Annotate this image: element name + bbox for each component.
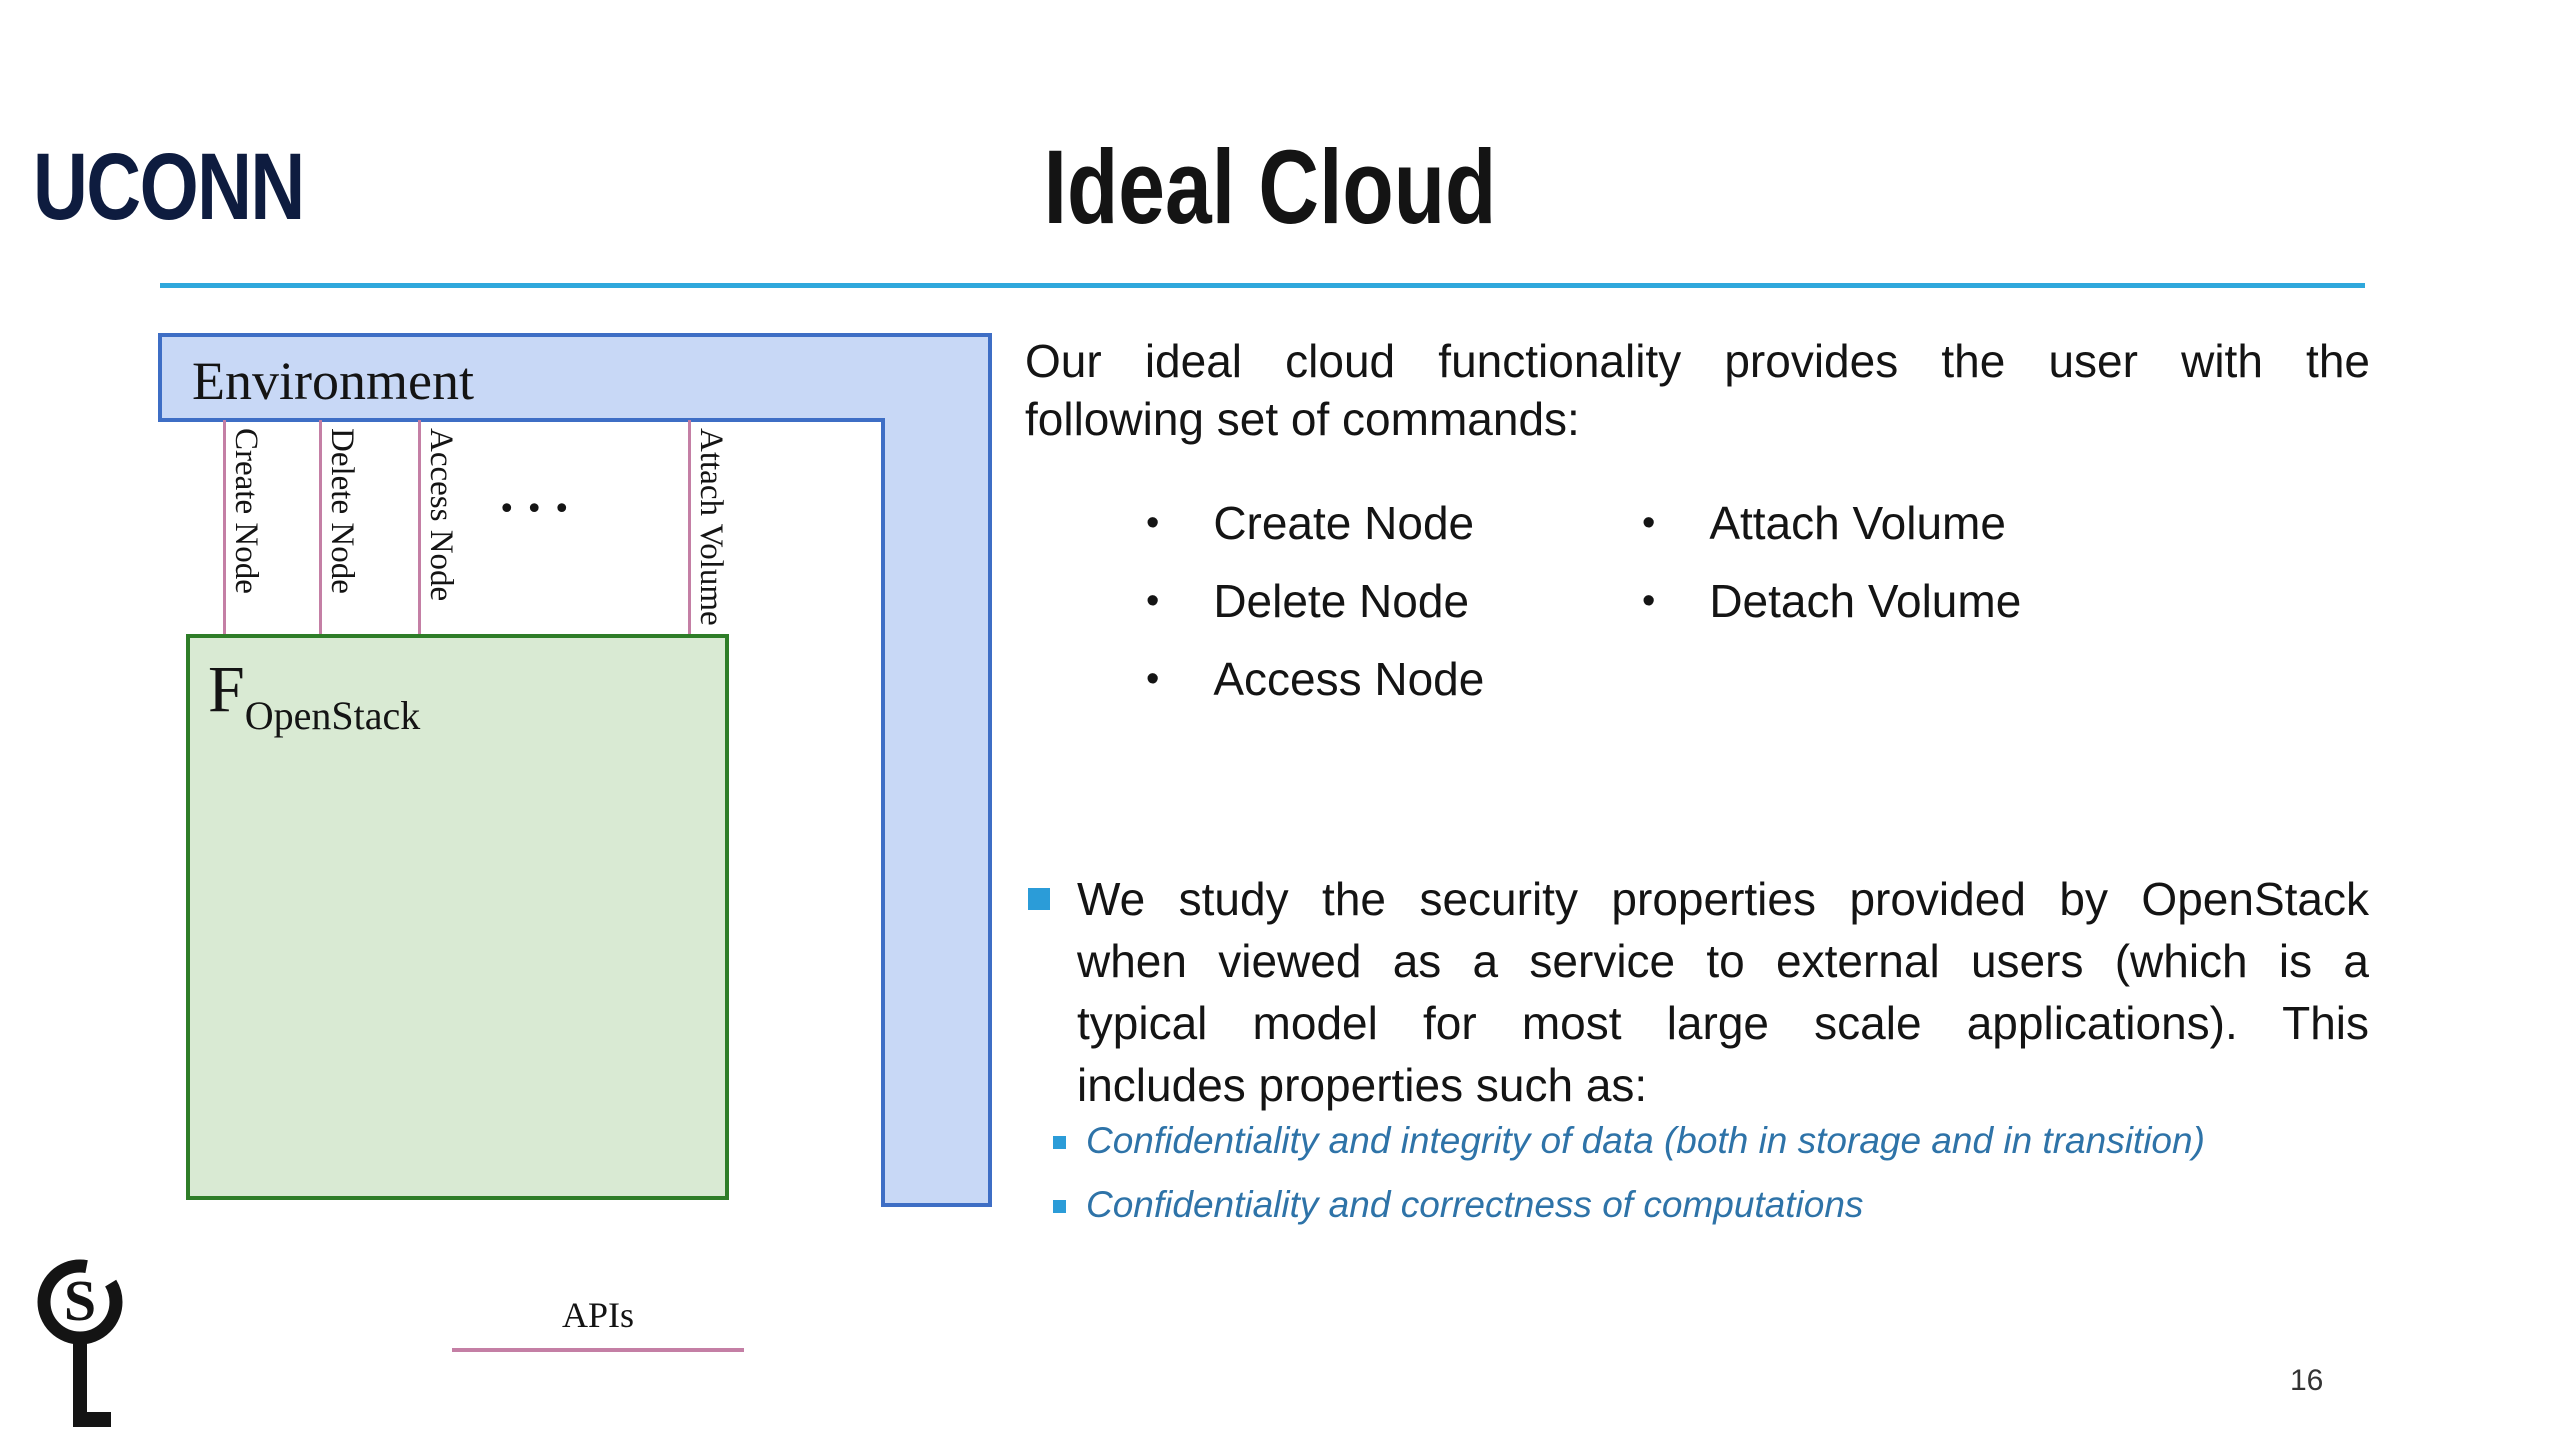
study-line: includes properties such as: <box>1077 1059 1648 1111</box>
command-label: Delete Node <box>1213 575 1470 627</box>
intro-line: following set of commands: <box>1025 393 1580 445</box>
command-item <box>1642 496 2006 550</box>
intro-paragraph <box>1025 332 2370 448</box>
command-line-access-node <box>418 420 421 634</box>
command-line-label: Access Node <box>423 428 459 602</box>
page-title: Ideal Cloud <box>1043 129 1497 246</box>
ellipsis-more-commands: ... <box>500 463 583 523</box>
f-openstack-label <box>208 652 420 739</box>
key-foot <box>73 1412 111 1427</box>
uconn-logo: UCONN <box>33 134 304 240</box>
page-number: 16 <box>2290 1364 2324 1397</box>
title-divider <box>160 283 2365 288</box>
command-label: Access Node <box>1213 653 1485 705</box>
command-label: Attach Volume <box>1709 497 2006 549</box>
security-key-icon <box>34 1256 126 1440</box>
function-f: F <box>208 653 245 726</box>
command-item <box>1146 496 1474 550</box>
small-square-bullet-icon <box>1053 1200 1066 1213</box>
command-line-attach-volume <box>688 420 691 634</box>
command-label: Detach Volume <box>1709 575 2022 627</box>
command-line-label: Attach Volume <box>693 428 729 626</box>
command-item <box>1642 574 2021 628</box>
environment-label: Environment <box>192 351 474 411</box>
openstack-functionality-box <box>186 634 729 1200</box>
command-line-label: Delete Node <box>324 428 360 594</box>
command-line-delete-node <box>319 420 322 634</box>
property-item: Confidentiality and integrity of data (both in storage and in transition) <box>1086 1120 2205 1161</box>
bullet-dot: • <box>1642 580 1656 622</box>
bullet-dot: • <box>1146 658 1160 700</box>
bullet-dot: • <box>1146 580 1160 622</box>
command-item <box>1146 652 1484 706</box>
study-line: typical model for most large scale applications). This <box>1077 997 2369 1049</box>
study-line: when viewed as a service to external users (which is a <box>1077 935 2369 987</box>
command-label: Create Node <box>1213 497 1475 549</box>
command-item <box>1146 574 1469 628</box>
command-line-label: Create Node <box>228 428 264 594</box>
key-letter: S <box>63 1268 97 1333</box>
command-line-create-node <box>223 420 226 634</box>
small-square-bullet-icon <box>1053 1136 1066 1149</box>
square-bullet-icon <box>1028 888 1050 910</box>
property-item: Confidentiality and correctness of computations <box>1086 1184 1864 1225</box>
function-subscript: OpenStack <box>244 693 421 738</box>
intro-line: Our ideal cloud functionality provides the user with the <box>1025 335 2370 387</box>
apis-underline <box>452 1348 744 1352</box>
bullet-dot: • <box>1642 502 1656 544</box>
study-line: We study the security properties provided by OpenStack <box>1077 873 2369 925</box>
study-paragraph <box>1077 868 2369 1116</box>
apis-label: APIs <box>561 1295 635 1335</box>
bullet-dot: • <box>1146 502 1160 544</box>
